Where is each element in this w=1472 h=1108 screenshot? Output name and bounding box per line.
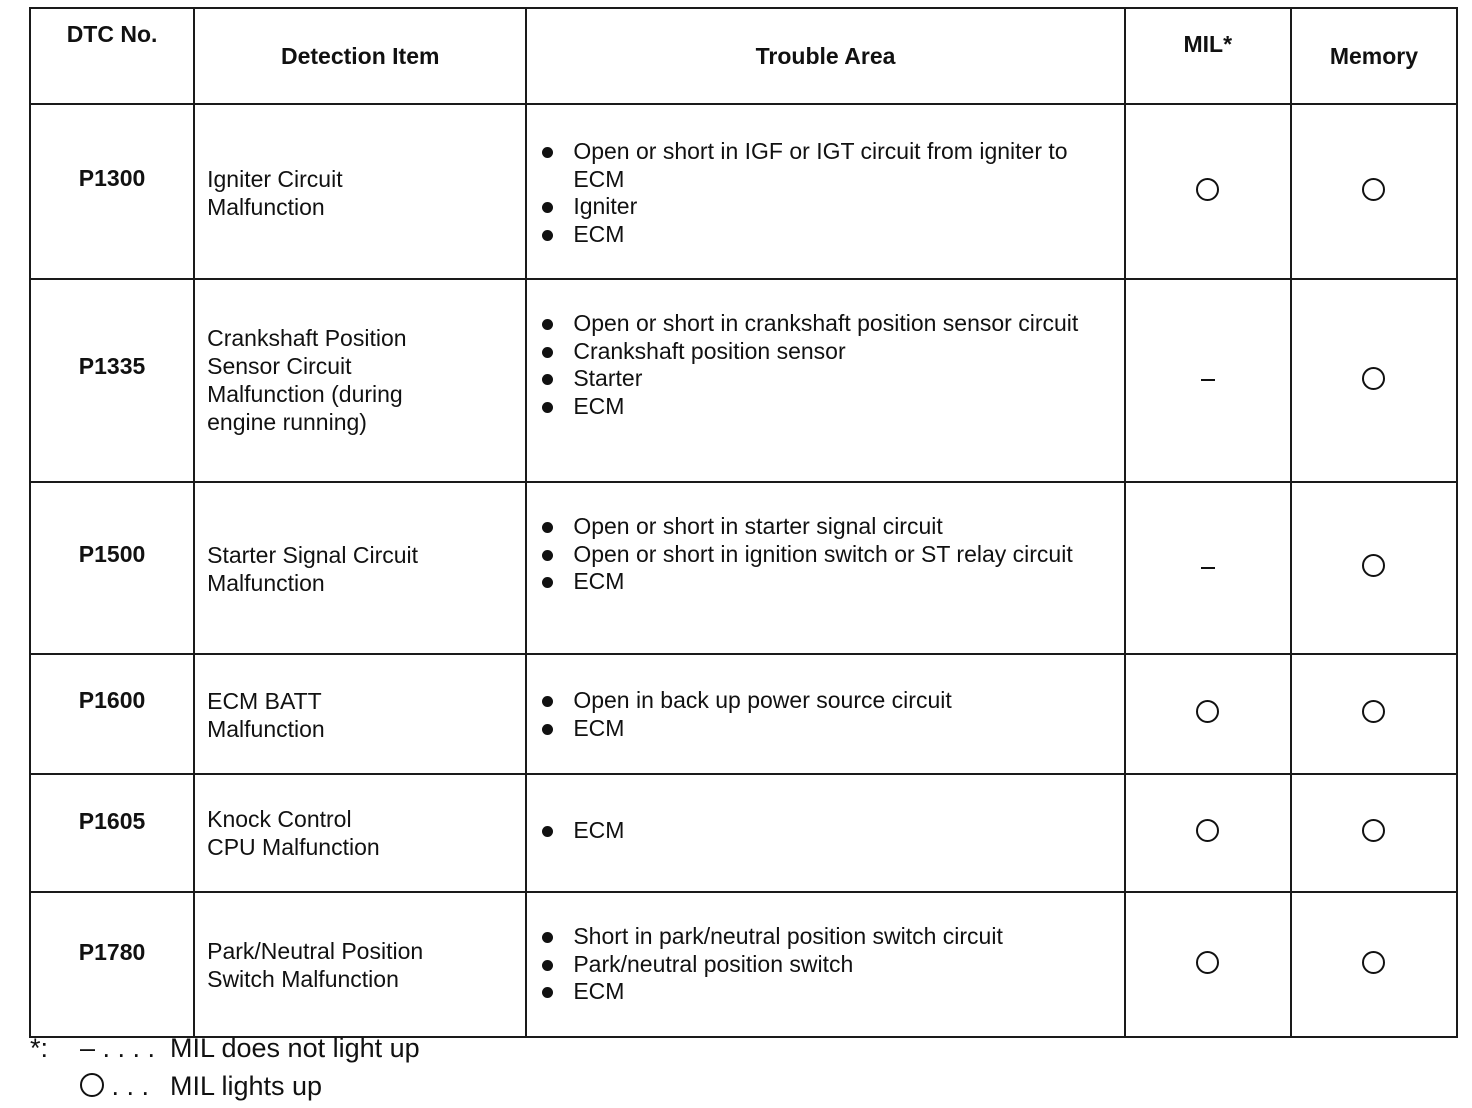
- detection-item-line: Starter Signal Circuit: [207, 542, 419, 568]
- mil-indicator: [1125, 104, 1291, 279]
- circle-icon: [80, 1073, 104, 1097]
- trouble-area-item: Open or short in ignition switch or ST relay circuit: [539, 541, 1123, 569]
- detection-item-line: Knock Control: [207, 806, 352, 832]
- dtc-code-text: P1335: [78, 353, 146, 379]
- dtc-code-text: P1500: [78, 541, 146, 567]
- circle-icon: [1362, 367, 1385, 390]
- trouble-area: [526, 279, 1124, 482]
- circle-icon: [1196, 819, 1219, 842]
- footnote-dash-symbol: – . . . .: [80, 1033, 156, 1063]
- dash-icon: [1201, 379, 1215, 381]
- trouble-area: [526, 892, 1124, 1037]
- trouble-area-item: ECM: [539, 978, 1123, 1006]
- table-row: [30, 892, 1457, 1037]
- header-dtc-no: DTC No.: [30, 8, 194, 104]
- footnote-marker: *:: [30, 1033, 49, 1063]
- detection-item-line: Switch Malfunction: [207, 966, 399, 992]
- mil-indicator: [1125, 654, 1291, 774]
- memory-indicator: [1291, 892, 1457, 1037]
- trouble-area-item: Open or short in crankshaft position sensor circuit: [539, 310, 1123, 338]
- dtc-code-text: P1600: [78, 687, 146, 713]
- memory-indicator: [1291, 774, 1457, 892]
- circle-icon: [1362, 178, 1385, 201]
- bullet-icon: [542, 522, 553, 533]
- trouble-area-item: ECM: [539, 817, 1123, 845]
- detection-item-line: Crankshaft Position: [207, 325, 407, 351]
- mil-indicator: [1125, 279, 1291, 482]
- bullet-icon: [542, 724, 553, 735]
- memory-indicator: [1291, 279, 1457, 482]
- bullet-icon: [542, 347, 553, 358]
- detection-item-line: Malfunction: [207, 194, 325, 220]
- bullet-icon: [542, 319, 553, 330]
- bullet-icon: [542, 932, 553, 943]
- trouble-area: [526, 774, 1124, 892]
- detection-item: [194, 774, 526, 892]
- detection-item-line: Malfunction (during: [207, 381, 403, 407]
- dtc-code: [30, 774, 194, 892]
- trouble-area-item: Igniter: [539, 193, 1123, 221]
- bullet-icon: [542, 826, 553, 837]
- header-detection-item: Detection Item: [194, 8, 526, 104]
- bullet-icon: [542, 230, 553, 241]
- table-row: [30, 654, 1457, 774]
- mil-indicator: [1125, 774, 1291, 892]
- trouble-area: [526, 654, 1124, 774]
- mil-indicator: [1125, 892, 1291, 1037]
- detection-item-line: CPU Malfunction: [207, 834, 380, 860]
- dtc-table: [29, 7, 1458, 1038]
- detection-item-line: Malfunction: [207, 570, 325, 596]
- header-mil: MIL*: [1125, 8, 1291, 104]
- detection-item-line: Sensor Circuit: [207, 353, 352, 379]
- memory-indicator: [1291, 482, 1457, 654]
- dtc-code: [30, 279, 194, 482]
- table-row: [30, 279, 1457, 482]
- memory-indicator: [1291, 104, 1457, 279]
- circle-icon: [1196, 700, 1219, 723]
- memory-indicator: [1291, 654, 1457, 774]
- trouble-area-item: Starter: [539, 365, 1123, 393]
- table-row: [30, 104, 1457, 279]
- trouble-area-item: Crankshaft position sensor: [539, 338, 1123, 366]
- circle-icon: [1362, 554, 1385, 577]
- bullet-icon: [542, 374, 553, 385]
- trouble-area-item: Open or short in IGF or IGT circuit from igniter to ECM: [539, 138, 1123, 193]
- dtc-code: [30, 892, 194, 1037]
- header-trouble-area: Trouble Area: [526, 8, 1124, 104]
- bullet-icon: [542, 987, 553, 998]
- circle-icon: [1196, 178, 1219, 201]
- footnote-dash-text: MIL does not light up: [170, 1033, 420, 1063]
- bullet-icon: [542, 402, 553, 413]
- trouble-area-item: Open in back up power source circuit: [539, 687, 1123, 715]
- detection-item: [194, 654, 526, 774]
- header-memory: Memory: [1291, 8, 1457, 104]
- footnote-circle-text: MIL lights up: [170, 1071, 323, 1101]
- trouble-area-item: ECM: [539, 568, 1123, 596]
- detection-item-line: engine running): [207, 409, 367, 435]
- trouble-area-item: ECM: [539, 221, 1123, 249]
- table-row: [30, 774, 1457, 892]
- detection-item-line: Malfunction: [207, 716, 325, 742]
- trouble-area: [526, 104, 1124, 279]
- dtc-code-text: P1605: [78, 808, 146, 834]
- detection-item: [194, 104, 526, 279]
- dtc-code-text: P1300: [78, 165, 146, 191]
- trouble-area-item: Park/neutral position switch: [539, 951, 1123, 979]
- bullet-icon: [542, 147, 553, 158]
- footnote-circle-dots: . . .: [111, 1071, 150, 1101]
- trouble-area-item: ECM: [539, 393, 1123, 421]
- detection-item-line: Park/Neutral Position: [207, 938, 424, 964]
- footnote-dash-line: [30, 1032, 630, 1066]
- detection-item: [194, 892, 526, 1037]
- circle-icon: [1362, 819, 1385, 842]
- bullet-icon: [542, 577, 553, 588]
- dtc-code: [30, 482, 194, 654]
- dtc-code-text: P1780: [78, 939, 146, 965]
- table-header-row: [30, 8, 1457, 104]
- bullet-icon: [542, 202, 553, 213]
- bullet-icon: [542, 960, 553, 971]
- detection-item: [194, 482, 526, 654]
- dtc-code: [30, 654, 194, 774]
- bullet-icon: [542, 550, 553, 561]
- trouble-area-item: Open or short in starter signal circuit: [539, 513, 1123, 541]
- dtc-code: [30, 104, 194, 279]
- circle-icon: [1196, 951, 1219, 974]
- detection-item-line: Igniter Circuit: [207, 166, 343, 192]
- trouble-area-item: Short in park/neutral position switch circuit: [539, 923, 1123, 951]
- dash-icon: [1201, 567, 1215, 569]
- footnote-circle-line: [30, 1070, 630, 1104]
- mil-indicator: [1125, 482, 1291, 654]
- trouble-area-item: ECM: [539, 715, 1123, 743]
- detection-item: [194, 279, 526, 482]
- trouble-area: [526, 482, 1124, 654]
- table-row: [30, 482, 1457, 654]
- detection-item-line: ECM BATT: [207, 688, 322, 714]
- bullet-icon: [542, 696, 553, 707]
- circle-icon: [1362, 700, 1385, 723]
- circle-icon: [1362, 951, 1385, 974]
